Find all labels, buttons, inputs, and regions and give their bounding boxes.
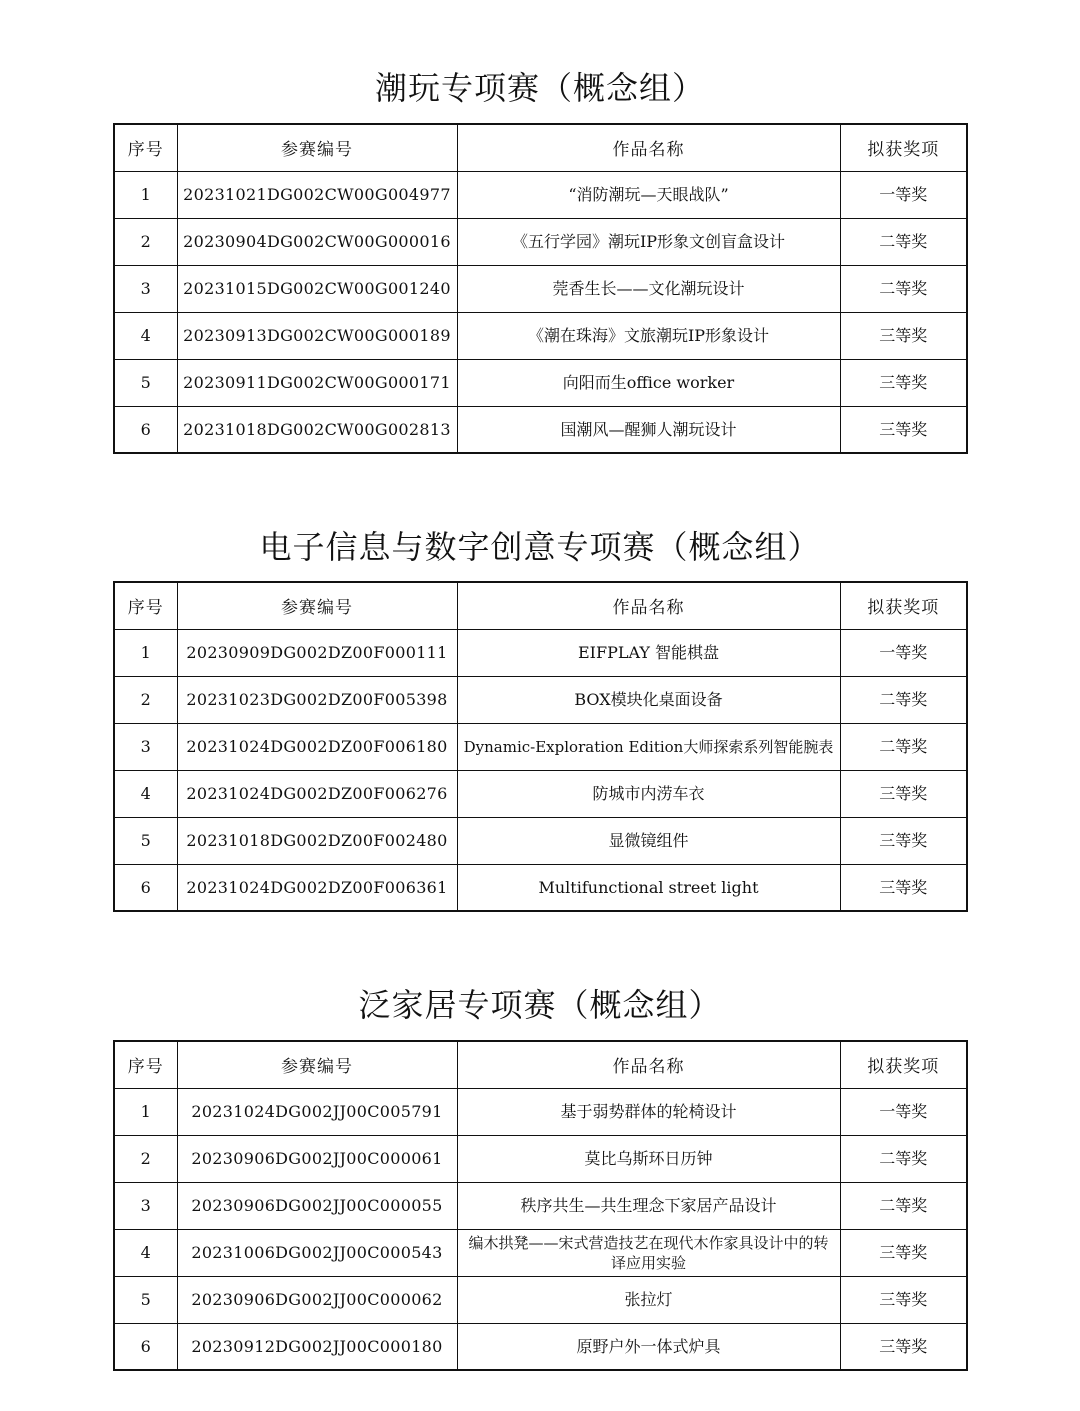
section-title: 潮玩专项赛（概念组） [374, 69, 705, 107]
cell-name: BOX模块化桌面设备 [457, 676, 840, 723]
cell-award: 三等奖 [840, 312, 967, 359]
table-row [114, 1182, 967, 1229]
table-row [114, 864, 967, 911]
cell-award: 三等奖 [840, 1276, 967, 1323]
table-row [114, 1135, 967, 1182]
cell-no: 4 [114, 312, 177, 359]
cell-award: 二等奖 [840, 676, 967, 723]
section-title: 电子信息与数字创意专项赛（概念组） [259, 528, 821, 566]
cell-no: 2 [114, 676, 177, 723]
cell-award: 二等奖 [840, 723, 967, 770]
cell-code: 20230906DG002JJ00C000061 [177, 1135, 457, 1182]
cell-no: 3 [114, 1182, 177, 1229]
cell-no: 6 [114, 1323, 177, 1370]
table-row [114, 629, 967, 676]
cell-name: “消防潮玩—天眼战队” [457, 171, 840, 218]
cell-code: 20231024DG002DZ00F006361 [177, 864, 457, 911]
cell-name: EIFPLAY 智能棋盘 [457, 629, 840, 676]
cell-code: 20231024DG002DZ00F006276 [177, 770, 457, 817]
table-row [114, 770, 967, 817]
cell-no: 2 [114, 218, 177, 265]
cell-award: 一等奖 [840, 171, 967, 218]
cell-no: 5 [114, 359, 177, 406]
cell-name: 《潮在珠海》文旅潮玩IP形象设计 [457, 312, 840, 359]
table-header-row [114, 124, 967, 171]
table-row [114, 1088, 967, 1135]
cell-award: 二等奖 [840, 265, 967, 312]
cell-code: 20231018DG002CW00G002813 [177, 406, 457, 453]
table-row [114, 312, 967, 359]
cell-code: 20231018DG002DZ00F002480 [177, 817, 457, 864]
cell-award: 三等奖 [840, 864, 967, 911]
cell-name: 《五行学园》潮玩IP形象文创盲盒设计 [457, 218, 840, 265]
cell-name: 基于弱势群体的轮椅设计 [457, 1088, 840, 1135]
awards-table [113, 123, 968, 454]
cell-no: 2 [114, 1135, 177, 1182]
cell-name: 国潮风—醒狮人潮玩设计 [457, 406, 840, 453]
cell-name: 张拉灯 [457, 1276, 840, 1323]
cell-award: 三等奖 [840, 406, 967, 453]
cell-code: 20230904DG002CW00G000016 [177, 218, 457, 265]
cell-award: 三等奖 [840, 770, 967, 817]
table-row [114, 817, 967, 864]
cell-no: 4 [114, 770, 177, 817]
table-header-row [114, 582, 967, 629]
cell-code: 20231015DG002CW00G001240 [177, 265, 457, 312]
cell-name: 防城市内涝车衣 [457, 770, 840, 817]
cell-award: 一等奖 [840, 629, 967, 676]
cell-no: 3 [114, 723, 177, 770]
header-no: 序号 [114, 1041, 177, 1088]
cell-no: 6 [114, 864, 177, 911]
table-row [114, 676, 967, 723]
cell-code: 20231024DG002JJ00C005791 [177, 1088, 457, 1135]
cell-award: 二等奖 [840, 218, 967, 265]
header-name: 作品名称 [457, 1041, 840, 1088]
table-row [114, 1323, 967, 1370]
table-row [114, 1229, 967, 1276]
cell-name: 向阳而生office worker [457, 359, 840, 406]
cell-no: 1 [114, 171, 177, 218]
cell-code: 20230906DG002JJ00C000062 [177, 1276, 457, 1323]
cell-no: 6 [114, 406, 177, 453]
cell-award: 三等奖 [840, 1229, 967, 1276]
header-code: 参赛编号 [177, 124, 457, 171]
header-code: 参赛编号 [177, 582, 457, 629]
cell-code: 20230911DG002CW00G000171 [177, 359, 457, 406]
cell-code: 20231021DG002CW00G004977 [177, 171, 457, 218]
table-row [114, 265, 967, 312]
cell-code: 20230912DG002JJ00C000180 [177, 1323, 457, 1370]
cell-no: 5 [114, 817, 177, 864]
cell-no: 4 [114, 1229, 177, 1276]
table-row [114, 359, 967, 406]
cell-code: 20231023DG002DZ00F005398 [177, 676, 457, 723]
table-row [114, 1276, 967, 1323]
cell-name: Dynamic-Exploration Edition大师探索系列智能腕表 [457, 723, 840, 770]
cell-code: 20231006DG002JJ00C000543 [177, 1229, 457, 1276]
cell-code: 20231024DG002DZ00F006180 [177, 723, 457, 770]
cell-name: Multifunctional street light [457, 864, 840, 911]
cell-award: 二等奖 [840, 1182, 967, 1229]
cell-code: 20230909DG002DZ00F000111 [177, 629, 457, 676]
cell-award: 三等奖 [840, 359, 967, 406]
cell-name: 秩序共生—共生理念下家居产品设计 [457, 1182, 840, 1229]
cell-award: 一等奖 [840, 1088, 967, 1135]
header-no: 序号 [114, 124, 177, 171]
cell-name: 显微镜组件 [457, 817, 840, 864]
cell-name: 莞香生长——文化潮玩设计 [457, 265, 840, 312]
cell-award: 三等奖 [840, 817, 967, 864]
table-row [114, 406, 967, 453]
header-award: 拟获奖项 [840, 582, 967, 629]
header-name: 作品名称 [457, 124, 840, 171]
cell-code: 20230906DG002JJ00C000055 [177, 1182, 457, 1229]
cell-award: 二等奖 [840, 1135, 967, 1182]
header-award: 拟获奖项 [840, 1041, 967, 1088]
table-header-row [114, 1041, 967, 1088]
cell-name: 编木拱凳——宋式营造技艺在现代木作家具设计中的转译应用实验 [457, 1229, 840, 1276]
awards-table [113, 581, 968, 912]
header-name: 作品名称 [457, 582, 840, 629]
cell-no: 3 [114, 265, 177, 312]
awards-table [113, 1040, 968, 1371]
header-no: 序号 [114, 582, 177, 629]
cell-code: 20230913DG002CW00G000189 [177, 312, 457, 359]
cell-no: 5 [114, 1276, 177, 1323]
header-code: 参赛编号 [177, 1041, 457, 1088]
header-award: 拟获奖项 [840, 124, 967, 171]
table-row [114, 723, 967, 770]
cell-no: 1 [114, 629, 177, 676]
cell-name: 莫比乌斯环日历钟 [457, 1135, 840, 1182]
table-row [114, 218, 967, 265]
cell-award: 三等奖 [840, 1323, 967, 1370]
cell-no: 1 [114, 1088, 177, 1135]
table-row [114, 171, 967, 218]
cell-name: 原野户外一体式炉具 [457, 1323, 840, 1370]
section-title: 泛家居专项赛（概念组） [358, 986, 722, 1024]
